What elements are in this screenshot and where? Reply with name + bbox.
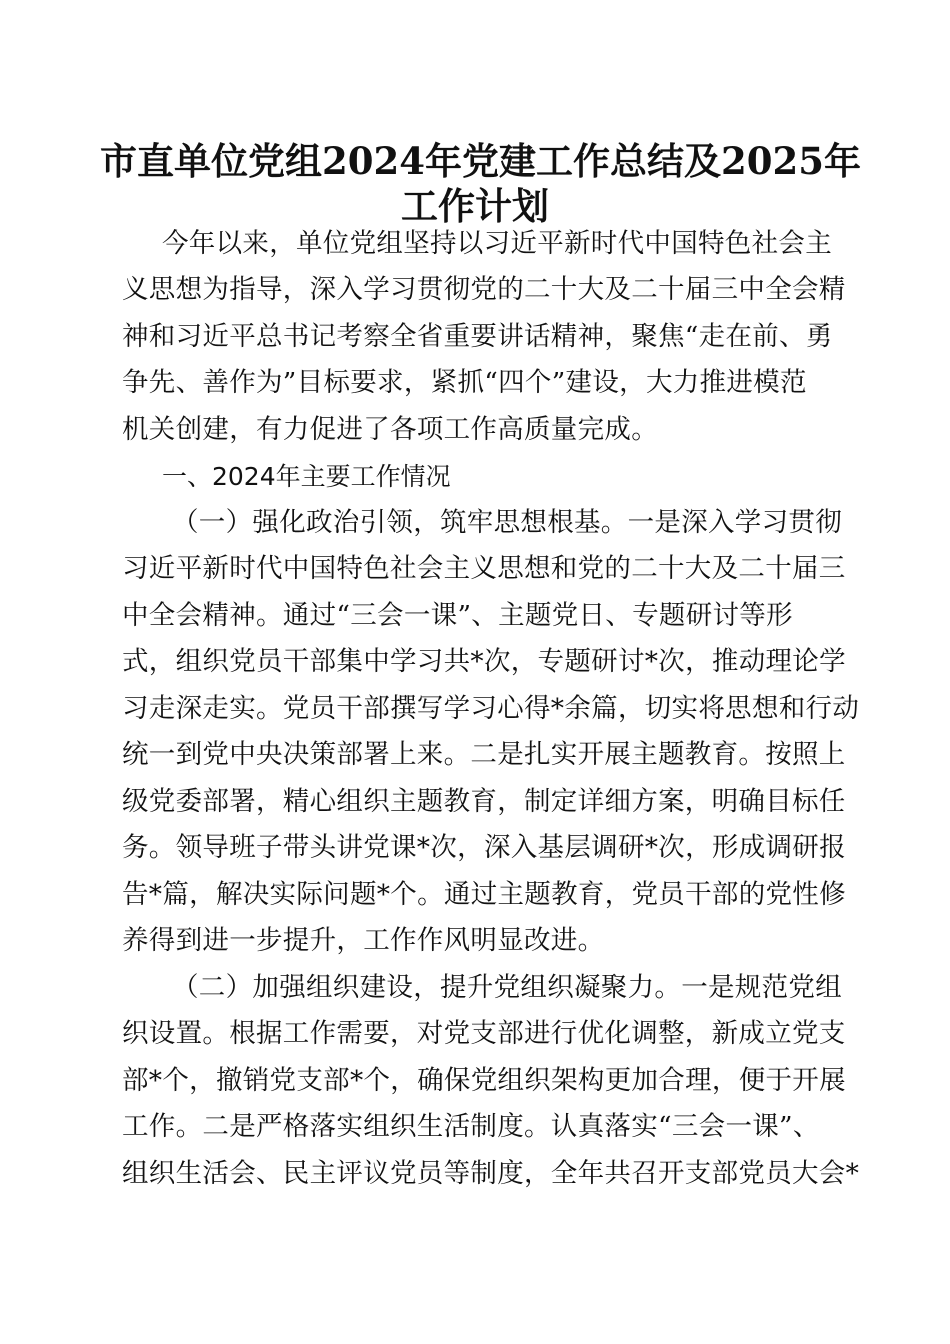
part1-line: 统一到党中央决策部署上来。二是扎实开展主题教育。按照上 [122,739,846,770]
part2-line: 部*个，撤销党支部*个，确保党组织架构更加合理，便于开展 [122,1065,846,1096]
intro-line: 神和习近平总书记考察全省重要讲话精神，聚焦“走在前、勇 [122,321,833,352]
part1-line: 中全会精神。通过“三会一课”、主题党日、专题研讨等形 [122,600,793,631]
document-title-line-2: 工作计划 [401,184,549,228]
part1-line: 告*篇，解决实际问题*个。通过主题教育，党员干部的党性修 [122,879,846,910]
intro-line: 义思想为指导，深入学习贯彻党的二十大及二十届三中全会精 [122,274,846,305]
part1-line: 习走深走实。党员干部撰写学习心得*余篇，切实将思想和行动 [122,693,860,724]
part1-line: 习近平新时代中国特色社会主义思想和党的二十大及二十届三 [122,553,846,584]
part1-line: 养得到进一步提升，工作作风明显改进。 [122,925,605,956]
document-title-line-1: 市直单位党组2024年党建工作总结及2025年 [100,139,861,183]
part2-line: 工作。二是严格落实组织生活制度。认真落实“三会一课”、 [122,1111,820,1142]
part1-line: 级党委部署，精心组织主题教育，制定详细方案，明确目标任 [122,786,846,817]
part2-line: 织设置。根据工作需要，对党支部进行优化调整，新成立党支 [122,1018,846,1049]
intro-line: 今年以来，单位党组坚持以习近平新时代中国特色社会主 [162,228,832,259]
intro-line: 争先、善作为”目标要求，紧抓“四个”建设，大力推进模范 [122,367,807,398]
part1-line: 式，组织党员干部集中学习共*次，专题研讨*次，推动理论学 [122,646,846,677]
part1-line: 务。领导班子带头讲党课*次，深入基层调研*次，形成调研报 [122,832,846,863]
intro-line: 机关创建，有力促进了各项工作高质量完成。 [122,414,658,445]
part1-line: （一）强化政治引领，筑牢思想根基。一是深入学习贯彻 [172,507,842,538]
section-heading: 一、2024年主要工作情况 [162,462,451,491]
part2-line: 组织生活会、民主评议党员等制度，全年共召开支部党员大会* [122,1158,860,1189]
part2-line: （二）加强组织建设，提升党组织凝聚力。一是规范党组 [172,972,842,1003]
